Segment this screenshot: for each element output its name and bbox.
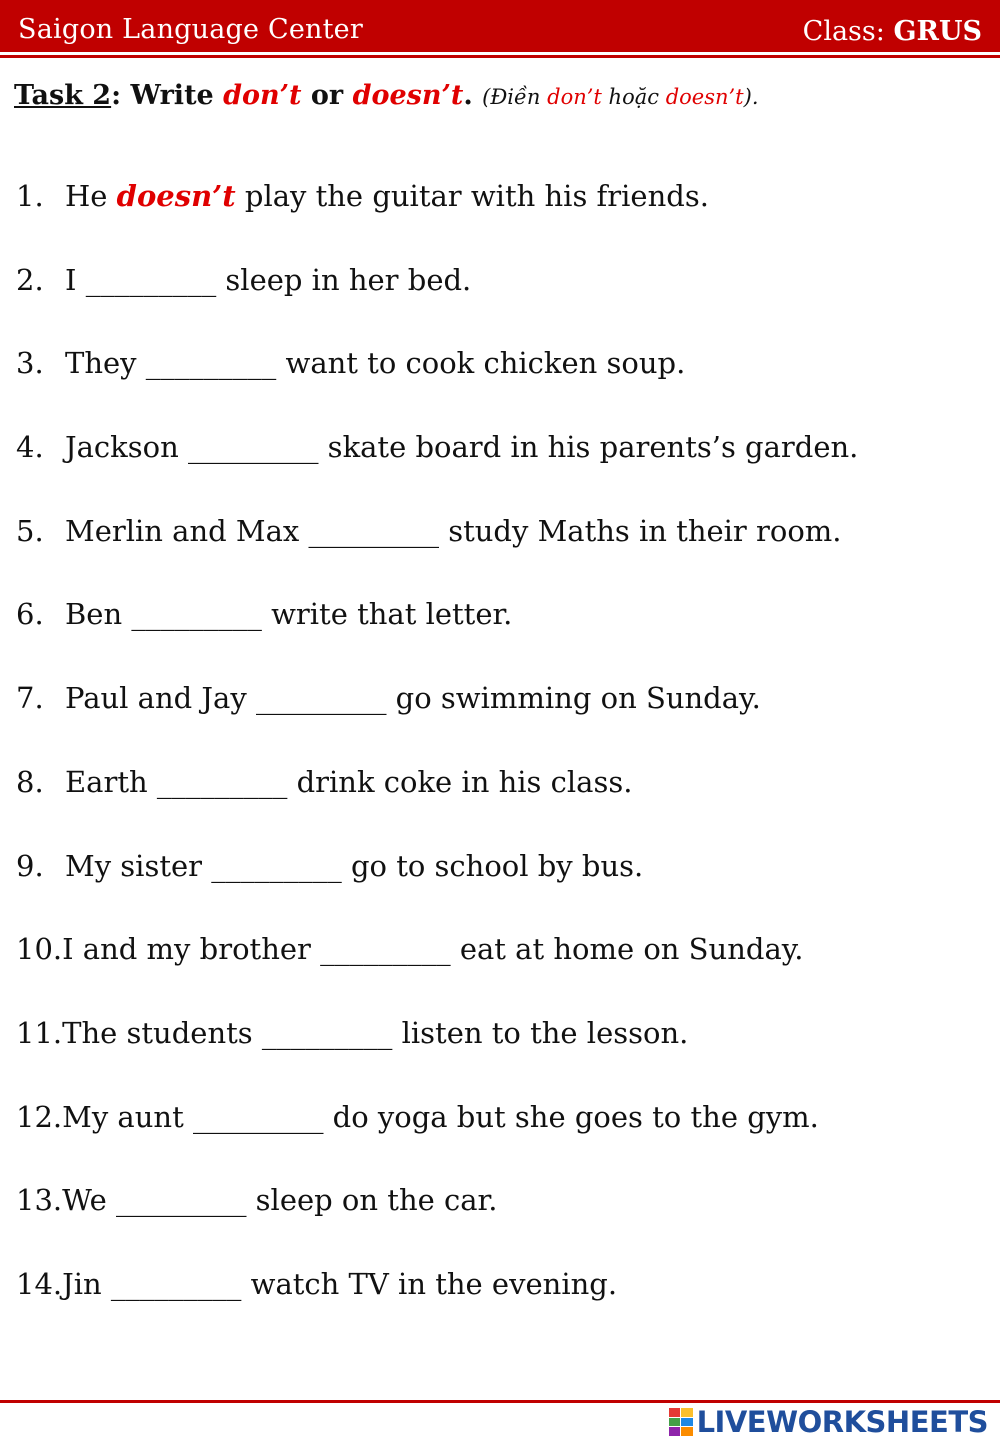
item-number: 12. — [16, 1099, 63, 1134]
item-text-after: study Maths in their room. — [438, 513, 842, 548]
item-number: 7. — [16, 681, 44, 716]
answer-blank[interactable]: _________ — [156, 764, 288, 799]
exercise-item — [16, 427, 986, 511]
item-text-before: Merlin and Max — [65, 513, 309, 548]
note-word-dont: don’t — [547, 85, 602, 109]
exercise-item — [16, 846, 986, 930]
note-close: ). — [743, 85, 759, 109]
item-text-after: eat at home on Sunday. — [450, 932, 804, 967]
item-number: 6. — [16, 597, 44, 632]
item-number: 2. — [16, 262, 44, 297]
exercise-item — [16, 1097, 986, 1181]
liveworksheets-mark-icon — [669, 1408, 693, 1436]
answer-blank[interactable]: _________ — [192, 1099, 324, 1134]
item-text-after: go swimming on Sunday. — [386, 681, 761, 716]
item-number: 4. — [16, 430, 44, 465]
task-colon: : Write — [111, 80, 224, 111]
footer-divider — [0, 1400, 1000, 1403]
item-text-before: He — [65, 179, 117, 213]
answer-blank[interactable]: _________ — [131, 597, 262, 632]
task-word-dont: don’t — [223, 80, 302, 111]
answer-blank[interactable]: _________ — [308, 513, 439, 548]
answer-blank[interactable]: _________ — [187, 430, 319, 465]
item-number: 3. — [16, 346, 44, 381]
answer-blank[interactable]: _________ — [211, 848, 342, 883]
item-text-before: Ben — [65, 597, 132, 632]
item-number: 10. — [16, 932, 63, 967]
exercise-list — [16, 176, 986, 1348]
exercise-item — [16, 929, 986, 1013]
task-instruction — [14, 80, 759, 111]
exercise-item — [16, 176, 986, 260]
logo-block — [669, 1408, 681, 1417]
answer-blank[interactable]: _________ — [110, 1266, 242, 1301]
answer-blank[interactable]: _________ — [255, 681, 387, 716]
item-number: 8. — [16, 764, 44, 799]
item-number: 9. — [16, 848, 44, 883]
exercise-item — [16, 1180, 986, 1264]
task-label: Task 2 — [14, 80, 112, 111]
item-text-after: watch TV in the evening. — [241, 1266, 618, 1301]
item-text-after: go to school by bus. — [341, 848, 644, 883]
logo-block — [669, 1427, 681, 1436]
item-text-after: drink coke in his class. — [287, 764, 633, 799]
logo-block — [681, 1427, 693, 1436]
item-text-before: The students — [62, 1015, 262, 1050]
item-text-before: They — [65, 346, 146, 381]
answer-blank[interactable]: _________ — [85, 262, 217, 297]
task-period: . — [463, 80, 473, 111]
item-number: 13. — [16, 1183, 63, 1218]
item-text-after: play the guitar with his friends. — [235, 179, 709, 213]
item-text-before: We — [62, 1183, 116, 1218]
item-number: 1. — [16, 179, 44, 213]
item-text-before: I and my brother — [62, 932, 321, 967]
item-text-before: My sister — [65, 848, 212, 883]
item-text-after: sleep on the car. — [246, 1183, 498, 1218]
note-open: (Điền — [482, 85, 548, 109]
header-bar — [0, 0, 1000, 52]
item-text-before: Earth — [65, 764, 157, 799]
item-text-after: write that letter. — [261, 597, 513, 632]
class-label: Class: — [802, 16, 894, 47]
item-text-before: My aunt — [62, 1099, 193, 1134]
item-text-before: Paul and Jay — [65, 681, 256, 716]
item-text-after: listen to the lesson. — [392, 1015, 689, 1050]
item-number: 14. — [16, 1266, 63, 1301]
note-mid: hoặc — [601, 85, 666, 109]
exercise-item — [16, 1264, 986, 1348]
note-word-doesnt: doesn’t — [665, 85, 744, 109]
exercise-item — [16, 1013, 986, 1097]
item-number: 11. — [16, 1015, 63, 1050]
liveworksheets-logo — [669, 1404, 988, 1440]
item-text-after: do yoga but she goes to the gym. — [323, 1099, 819, 1134]
answer-blank[interactable]: _________ — [261, 1015, 393, 1050]
answer-blank[interactable]: _________ — [115, 1183, 247, 1218]
item-text-before: Jackson — [65, 430, 188, 465]
class-value: GRUS — [893, 16, 982, 47]
answer-blank[interactable]: _________ — [145, 346, 277, 381]
item-text-after: want to cook chicken soup. — [276, 346, 686, 381]
item-number: 5. — [16, 513, 44, 548]
task-word-doesnt: doesn’t — [352, 80, 464, 111]
logo-block — [669, 1418, 681, 1427]
item-answer: doesn’t — [116, 179, 236, 213]
center-name: Saigon Language Center — [18, 14, 363, 45]
exercise-item — [16, 762, 986, 846]
task-note — [482, 85, 758, 109]
exercise-item — [16, 678, 986, 762]
exercise-item — [16, 260, 986, 344]
logo-block — [681, 1418, 693, 1427]
answer-blank[interactable]: _________ — [320, 932, 451, 967]
item-text-before: Jin — [62, 1266, 111, 1301]
exercise-item — [16, 511, 986, 595]
task-or: or — [301, 80, 353, 111]
exercise-item — [16, 594, 986, 678]
exercise-item — [16, 343, 986, 427]
header-divider — [0, 55, 1000, 58]
logo-text: LIVEWORKSHEETS — [696, 1405, 988, 1439]
class-info — [803, 16, 982, 47]
item-text-before: I — [65, 262, 86, 297]
item-text-after: sleep in her bed. — [216, 262, 472, 297]
item-text-after: skate board in his parents’s garden. — [318, 430, 859, 465]
logo-block — [681, 1408, 693, 1417]
